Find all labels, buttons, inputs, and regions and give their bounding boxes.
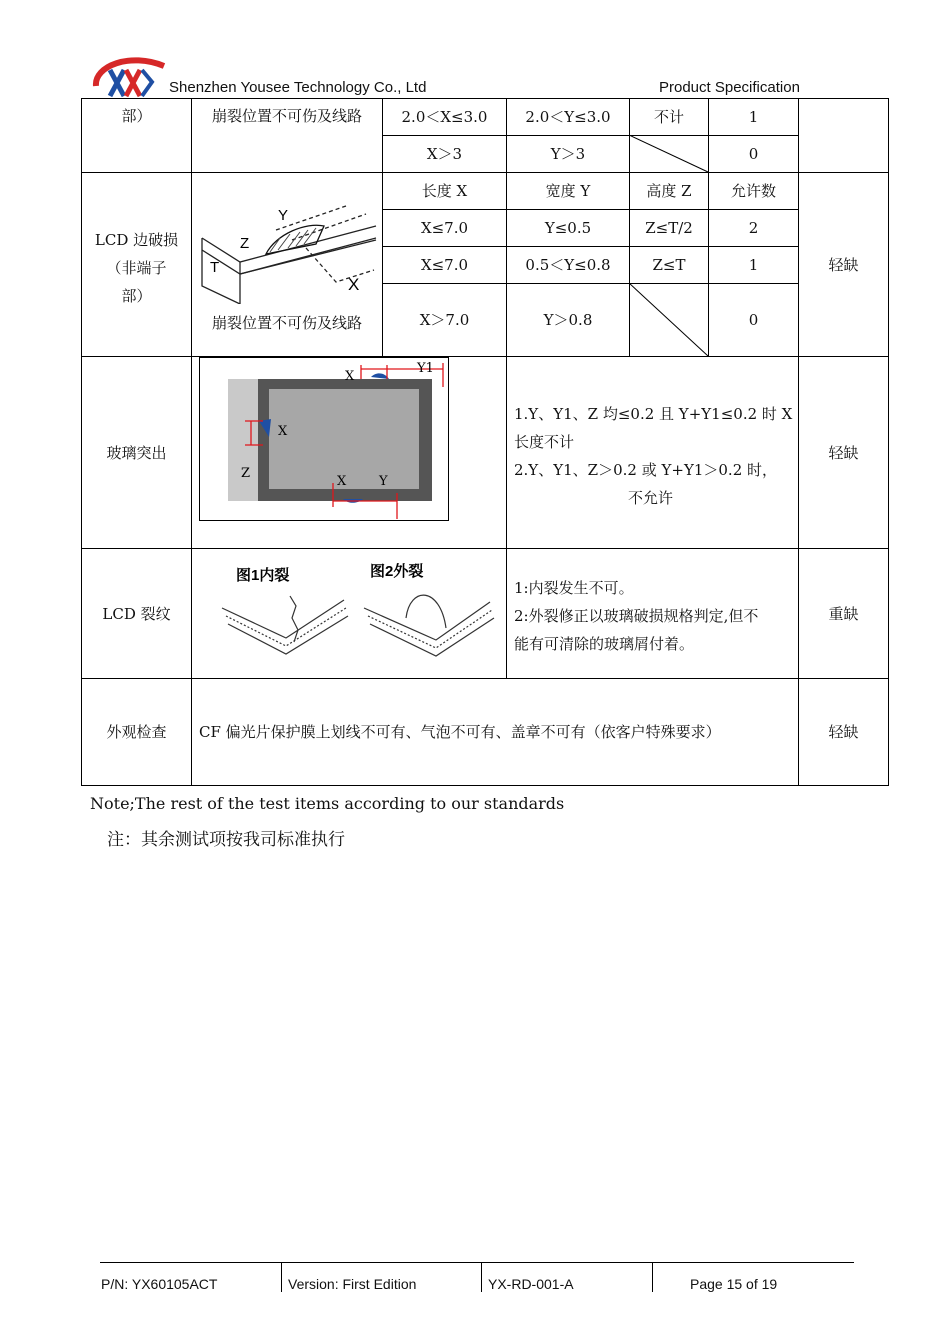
footer-divider — [100, 1262, 854, 1263]
r2-h2: 宽度 Y — [545, 182, 591, 200]
company-logo — [90, 52, 168, 98]
r1-c4: 1 — [748, 108, 759, 126]
fig-label-x-left: X — [278, 424, 288, 439]
footer-page-number: Page 15 of 19 — [690, 1276, 778, 1292]
note-chinese: 注：其余测试项按我司标准执行 — [107, 830, 345, 850]
r5-description: CF 偏光片保护膜上划线不可有、气泡不可有、盖章不可有（依客户特殊要求） — [199, 723, 721, 741]
fig-label-x: X — [348, 275, 360, 294]
glass-protrusion-figure — [199, 357, 449, 521]
edge-damage-figure — [196, 200, 380, 304]
r2-h1: 长度 X — [421, 182, 468, 200]
fig1-label: 图1内裂 — [236, 567, 290, 584]
r2-e2: Y＞0.8 — [543, 311, 593, 329]
r2-b3: Z≤T — [652, 256, 686, 274]
r2-item-line1: LCD 边破损 — [94, 231, 179, 249]
r2-b2: 0.5＜Y≤0.8 — [525, 256, 611, 274]
r2-level: 轻缺 — [828, 255, 859, 274]
r2-h4: 允许数 — [730, 182, 776, 200]
r5-level: 轻缺 — [828, 723, 859, 741]
lcd-crack-figure — [200, 556, 496, 668]
r3-description — [514, 400, 796, 512]
r2-h3: 高度 Z — [646, 182, 692, 200]
r5-item: 外观检查 — [106, 723, 167, 741]
r1-item: 部） — [121, 107, 152, 125]
r2-a4: 2 — [748, 219, 759, 237]
r3-desc-line4: 不允许 — [628, 489, 674, 507]
fig-label-x-top: X — [345, 369, 355, 384]
fig-label-y: Y — [278, 207, 289, 224]
r4-desc-line1: 1:内裂发生不可。 — [514, 579, 634, 597]
r2-item — [82, 226, 191, 310]
r1-d2: Y＞3 — [550, 145, 586, 163]
r3-desc-line1: 1.Y、Y1、Z 均≤0.2 且 Y+Y1≤0.2 时 X — [514, 405, 793, 423]
r4-desc-line3: 能有可清除的玻璃屑付着。 — [514, 635, 695, 653]
fig2-label: 图2外裂 — [370, 563, 424, 580]
r4-item: LCD 裂纹 — [102, 604, 171, 623]
r2-e1: X＞7.0 — [419, 311, 470, 329]
fig-label-y-bottom: Y — [379, 474, 388, 489]
r2-a3: Z≤T/2 — [645, 219, 693, 237]
r2-a2: Y≤0.5 — [544, 219, 592, 237]
fig-label-x-bottom: X — [337, 474, 347, 489]
r2-note: 崩裂位置不可伤及线路 — [211, 314, 362, 332]
fig-label-z: Z — [241, 466, 251, 481]
r1-d1: X＞3 — [426, 145, 463, 163]
r3-desc-line3: 2.Y、Y1、Z＞0.2 或 Y+Y1＞0.2 时， — [514, 461, 778, 479]
r2-e4: 0 — [748, 311, 759, 329]
company-name: Shenzhen Yousee Technology Co., Ltd — [169, 79, 427, 96]
footer-version: Version: First Edition — [288, 1276, 417, 1292]
r2-b1: X≤7.0 — [420, 256, 469, 274]
r3-level: 轻缺 — [828, 443, 859, 462]
note-english: Note;The rest of the test items according to our standards — [90, 794, 565, 813]
r1-d4: 0 — [748, 145, 759, 163]
r2-b4: 1 — [748, 256, 759, 274]
r2-item-line2: （非端子 — [106, 259, 167, 277]
r2-a1: X≤7.0 — [420, 219, 469, 237]
fig-label-t: T — [210, 259, 220, 276]
r1-c1: 2.0＜X≤3.0 — [401, 108, 488, 126]
footer-part-number: P/N: YX60105ACT — [101, 1276, 218, 1292]
document-type: Product Specification — [659, 79, 800, 96]
r1-note: 崩裂位置不可伤及线路 — [211, 107, 362, 125]
r4-level: 重缺 — [828, 604, 859, 623]
r4-desc-line2: 2:外裂修正以玻璃破损规格判定,但不 — [514, 607, 759, 625]
r2-item-line3: 部） — [121, 287, 152, 305]
r3-desc-line2: 长度不计 — [514, 433, 575, 451]
r1-c2: 2.0＜Y≤3.0 — [525, 108, 611, 126]
r3-item: 玻璃突出 — [106, 443, 167, 462]
r4-description — [514, 574, 796, 658]
fig-label-y1: Y1 — [417, 361, 434, 376]
r1-c3: 不计 — [653, 108, 684, 126]
fig-label-z: Z — [240, 235, 250, 252]
footer-doc-code: YX-RD-001-A — [488, 1276, 574, 1292]
